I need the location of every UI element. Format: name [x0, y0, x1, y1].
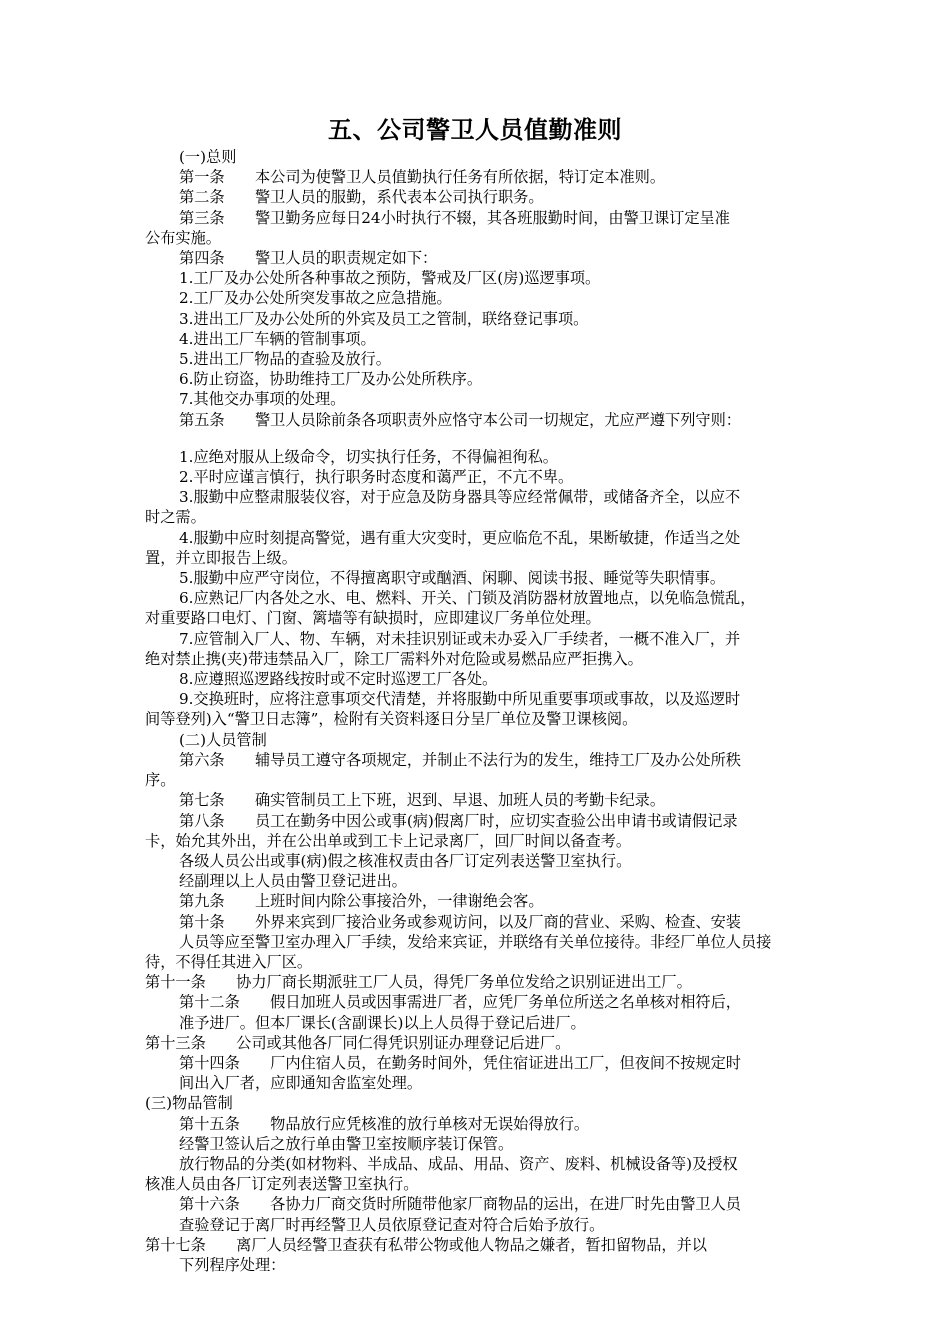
- document-line: 6.防止窃盗，协助维持工厂及办公处所秩序。: [179, 370, 483, 389]
- document-line: 第四条 警卫人员的职责规定如下：: [179, 249, 438, 268]
- document-line: 待，不得任其进入厂区。: [145, 952, 313, 971]
- document-line: [145, 430, 809, 447]
- document-line: 4.服勤中应时刻提高警觉，遇有重大灾变时，更应临危不乱，果断敏捷，作适当之处: [179, 528, 741, 547]
- document-line: 各级人员公出或事(病)假之核准权责由各厂订定列表送警卫室执行。: [179, 851, 632, 870]
- document-line: 第十一条 协力厂商长期派驻工厂人员，得凭厂务单位发给之识别证进出工厂。: [145, 973, 692, 992]
- document-line: 第十七条 离厂人员经警卫查获有私带公物或他人物品之嫌者，暂扣留物品，并以: [145, 1235, 707, 1254]
- document-line: 第十二条 假日加班人员或因事需进厂者，应凭厂务单位所送之名单核对相符后，: [179, 993, 741, 1012]
- document-line: 时之需。: [145, 508, 206, 527]
- document-line: 第八条 员工在勤务中因公或事(病)假离厂时，应切实查验公出申请书或请假记录: [179, 811, 738, 830]
- document-line: 经警卫签认后之放行单由警卫室按顺序装订保管。: [179, 1134, 514, 1153]
- document-line: (一)总则: [179, 148, 237, 166]
- document-line: 经副理以上人员由警卫登记进出。: [179, 872, 407, 891]
- document-line: 2.工厂及办公处所突发事故之应急措施。: [179, 289, 452, 308]
- document-line: 放行物品的分类(如材物料、半成品、成品、用品、资产、废料、机械设备等)及授权: [179, 1154, 738, 1173]
- document-line: 9.交换班时，应将注意事项交代清楚，并将服勤中所见重要事项或事故，以及巡逻时: [179, 690, 741, 709]
- document-line: 准予进厂。但本厂课长(含副课长)以上人员得于登记后进厂。: [179, 1013, 586, 1032]
- document-line: 序。: [145, 771, 176, 790]
- document-line: 第二条 警卫人员的服勤，系代表本公司执行职务。: [179, 188, 544, 207]
- document-line: 置，并立即报告上级。: [145, 548, 297, 567]
- document-line: 2.平时应谨言慎行，执行职务时态度和蔼严正，不亢不卑。: [179, 468, 574, 487]
- document-line: 下列程序处理：: [179, 1255, 286, 1274]
- document-line: 6.应熟记厂内各处之水、电、燃料、开关、门锁及消防器材放置地点，以免临急慌乱，: [179, 589, 756, 608]
- document-line: 第十五条 物品放行应凭核准的放行单核对无误始得放行。: [179, 1114, 590, 1133]
- document-body: [145, 147, 809, 1275]
- document-line: 绝对禁止携(夹)带违禁品入厂，除工厂需料外对危险或易燃品应严拒携入。: [145, 649, 643, 668]
- document-line: 对重要路口电灯、门窗、篱墙等有缺损时，应即建议厂务单位处理。: [145, 609, 601, 628]
- document-line: 核准人员由各厂订定列表送警卫室执行。: [145, 1175, 419, 1194]
- document-line: 4.进出工厂车辆的管制事项。: [179, 329, 376, 348]
- document-line: 卡，始允其外出，并在公出单或到工卡上记录离厂，回厂时间以备查考。: [145, 831, 631, 850]
- document-line: (三)物品管制: [145, 1094, 233, 1113]
- document-line: (二)人员管制: [179, 730, 267, 749]
- document-line: 3.进出工厂及办公处所的外宾及员工之管制，联络登记事项。: [179, 309, 589, 328]
- document-line: 间等登列)入“警卫日志簿”，检附有关资料逐日分呈厂单位及警卫课核阅。: [145, 710, 638, 729]
- document-line: 间出入厂者，应即通知舍监室处理。: [179, 1074, 422, 1093]
- document-line: 公布实施。: [145, 228, 221, 247]
- document-line: 人员等应至警卫室办理入厂手续，发给来宾证，并联络有关单位接待。非经厂单位人员接: [179, 932, 772, 951]
- document-line: 第十六条 各协力厂商交货时所随带他家厂商物品的运出，在进厂时先由警卫人员: [179, 1195, 741, 1214]
- document-line: 1.工厂及办公处所各种事故之预防，警戒及厂区(房)巡逻事项。: [179, 269, 601, 288]
- document-title: 五、公司警卫人员值勤准则: [328, 116, 622, 144]
- document-line: 第九条 上班时间内除公事接洽外，一律谢绝会客。: [179, 892, 544, 911]
- document-line: 8.应遵照巡逻路线按时或不定时巡逻工厂各处。: [179, 670, 498, 689]
- document-line: 5.服勤中应严守岗位，不得擅离职守或酗酒、闲聊、阅读书报、睡觉等失职情事。: [179, 569, 726, 588]
- document-line: 第六条 辅导员工遵守各项规定，并制止不法行为的发生，维持工厂及办公处所秩: [179, 750, 741, 769]
- document-line: 第七条 确实管制员工上下班，迟到、早退、加班人员的考勤卡纪录。: [179, 791, 665, 810]
- document-line: 3.服勤中应整肃服装仪容，对于应急及防身器具等应经常佩带，或储备齐全，以应不: [179, 488, 741, 507]
- document-line: 第三条 警卫勤务应每日24小时执行不辍，其各班服勤时间，由警卫课订定呈准: [179, 208, 730, 227]
- document-line: 7.应管制入厂人、物、车辆，对未挂识别证或未办妥入厂手续者，一概不准入厂，并: [179, 629, 741, 648]
- document-line: 第五条 警卫人员除前条各项职责外应恪守本公司一切规定，尤应严遵下列守则：: [179, 410, 741, 429]
- document-line: 7.其他交办事项的处理。: [179, 390, 346, 409]
- document-line: 第十条 外界来宾到厂接洽业务或参观访问，以及厂商的营业、采购、检查、安装: [179, 912, 741, 931]
- document-line: 查验登记于离厂时再经警卫人员依原登记查对符合后始予放行。: [179, 1215, 605, 1234]
- document-line: 第十三条 公司或其他各厂同仁得凭识别证办理登记后进厂。: [145, 1033, 571, 1052]
- document-line: 第十四条 厂内住宿人员，在勤务时间外，凭住宿证进出工厂，但夜间不按规定时: [179, 1053, 741, 1072]
- document-line: 5.进出工厂物品的查验及放行。: [179, 350, 391, 369]
- document-line: 1.应绝对服从上级命令，切实执行任务，不得偏袒徇私。: [179, 447, 558, 466]
- document-line: 第一条 本公司为使警卫人员值勤执行任务有所依据，特订定本准则。: [179, 168, 665, 187]
